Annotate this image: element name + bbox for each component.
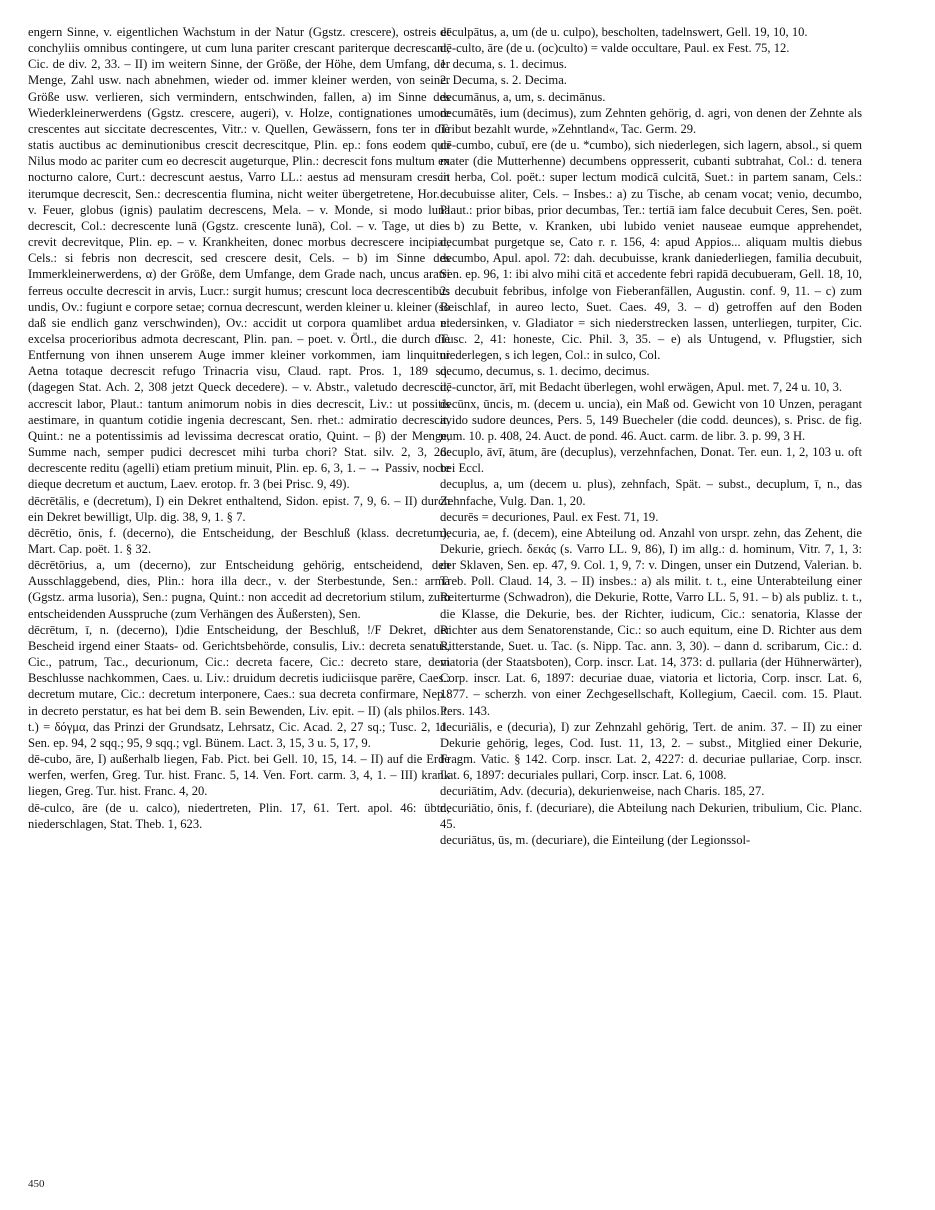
entry-decuplo: decuplo, āvī, ātum, āre (decuplus), verzehnfachen, Donat. Ter. eun. 1, 2, 103 u. oft bei Eccl. [440,445,862,476]
entry-decuma-2: 2. Decuma, s. 2. Decima. [440,73,567,88]
entry-decretalis: dēcrētālis, e (decretum), I) ein Dekret enthaltend, Sidon. epist. 7, 9, 6. – II) durch ein Dekret bewilligt, Ulp. dig. 38, 9, 1. § 7. [28,493,450,524]
entry-decubo: dē-cubo, āre, I) außerhalb liegen, Fab. Pict. bei Gell. 10, 15, 14. – II) auf die Erde werfen, werfen, Greg. Tur. hist. Franc. 5, 14. Ven. Fort. carm. 3, 4, 1. – III) krank liegen, Greg. Tur. hist. Franc. 4, 20. [28,752,450,799]
right-column [440,24,862,848]
entry-decunctor: dē-cunctor, ārī, mit Bedacht überlegen, wohl erwägen, Apul. met. 7, 24 u. 10, 3. [440,380,843,395]
entry-decumbo: dē-cumbo, cubuī, ere (de u. *cumbo), sich niederlegen, sich lagern, absol., si quem mater (die Mutterhenne) decumbens oppresserit, cubanti subtrahat, Col.: d. tenera in herba, Col. poët.: super lectum modicā culcitā, Suet.: in partem sanam, Cels.: decubuisse aliter, Cels. – Insbes.: a) zu Tische, ab cenam vocat; venio, decumbo, Plaut.: prior bibas, prior decumbas, Ter.: tertiā iam falce decubuit Ceres, Sen. poët. – b) zu Bette, v. Kranken, ubi lubido veniet nauseae eumque apprehendet, decumbat purgetque se, Cato r. r. 156, 4: apud Appios... aliquam multis diebus decumbo, Apul. apol. 72: dah. decubuisse, krank daniederliegen, familia decubuit, Sen. ep. 96, 1: ibi alvo mihi citā et accedente febri rapidā decubueram, Gell. 18, 10, 2: decubuit febribus, infolge von Fieberanfällen, Augustin. conf. 9, 11. – c) zum Beischlaf, in aureo lecto, Suet. Caes. 49, 3. – d) getroffen auf den Boden niedersinken, v. Gladiator = sich niederstrecken lassen, unterliegen, turpiter, Cic. Tusc. 2, 41: honeste, Cic. Phil. 3, 35. – e) als Untugend, v. Pflugstier, sich niederlegen, s ich legen, Col.: in sulco, Col. [440,138,862,363]
entry-decumo: decumo, decumus, s. 1. decimo, decimus. [440,364,650,379]
entry-decumates: decumātēs, ium (decimus), zum Zehnten gehörig, d. agri, von denen der Zehnte als Tribut bezahlt wurde, »Zehntland«, Tac. Germ. 29. [440,105,862,136]
entry-decuria: decuria, ae, f. (decem), eine Abteilung od. Anzahl von urspr. zehn, das Zehent, die Dekurie, griech. δεκάς (s. Varro LL. 9, 86), I) im allg.: d. hominum, Vitr. 7, 1, 3: der Sklaven, Sen. ep. 47, 9. Col. 1, 9, 7: v. Dingen, unser ein Dutzend, Valerian. b. Treb. Poll. Claud. 14, 3. – II) insbes.: a) als milit. t. t., eine Unterabteilung einer Reiterturme (Schwadron), die Dekurie, Rotte, Varro LL. 5, 91. – b) als publiz. t. t., die Klasse, die Dekurie, bes. der Richter, iudicum, Cic.: senatoria, Klasse der Richter aus dem Senatorenstande, Cic.: so auch equitum, eine D. Richter aus dem Ritterstande, Suet. u. Tac. (s. Nipp. Tac. ann. 3, 30). – dann d. scribarum, Cic.: d. viatoria (der Staatsboten), Corp. inscr. Lat. 14, 373: d. pullaria (der Hühnerwärter), Corp. inscr. Lat. 6, 1897: decuriae duae, viatoria et lictoria, Corp. inscr. Lat. 6, 1877. – scherzh. von einer Zechgesellschaft, Kollegium, Caecil. com. 15. Plaut. Pers. 143. [440,525,862,718]
entry-decuriatio: decuriātio, ōnis, f. (decuriare), die Abteilung nach Dekurien, tribulium, Cic. Planc. 45. [440,800,862,831]
entry-decuma-1: 1. decuma, s. 1. decimus. [440,57,567,72]
left-column [28,24,450,832]
entry-decretum: dēcrētum, ī, n. (decerno), I)die Entscheidung, der Beschluß, !/F Dekret, der Bescheid irgend einer Staats- od. Gerichtsbehörde, consulis, Liv.: decreta senatus, Cic., patrum, Tac., decurionum, Cic.: decreta facere, Cic.: decreto stare, dem Beschlusse nachkommen, Caes. u. Liv.: druidum decretis iudiciisque parēre, Caes.: decretum mutare, Cic.: decretum interponere, Caes.: sua decreta confirmare, Nep.: in decreto perstatur, es hat bei dem B. sein Bewenden, Liv. epit. – II) (als philos. t. t.) = δόγμα, das Prinzi der Grundsatz, Lehrsatz, Cic. Acad. 2, 27 sq.; Tusc. 2, 11. Sen. ep. 94, 2 sqq.; 95, 9 sqq.; vgl. Bünem. Lact. 3, 15, 3 u. 5, 17, 9. [28,622,450,750]
entry-decumanus: decumānus, a, um, s. decimānus. [440,89,606,104]
entry-decretio: dēcrētio, ōnis, f. (decerno), die Entscheidung, der Beschluß (klass. decretum), Mart. Cap. poët. 1. § 32. [28,525,450,556]
entry-decresco-continued: engern Sinne, v. eigentlichen Wachstum in der Natur (Ggstz. crescere), ostreis et conchyliis omnibus contingere, ut cum luna pariter crescant pariterque decrescant, Cic. de div. 2, 33. – II) im weitern Sinne, der Größe, der Höhe, dem Umfang, der Menge, Zahl usw. nach abnehmen, wieder od. immer kleiner werden, von seiner Größe usw. verlieren, sich vermindern, entschwinden, fallen, a) im Sinne des Wiederkleinerwerdens (Ggstz. crescere, augeri), v. Holze, contignationes umore crescentes aut siccitate decrescentes, Vitr.: v. Quellen, Gewässern, fons ter in die statis auctibus ac deminutionibus crescit decrescitque, Plin. ep.: fons eodem quo Nilus modo ac pariter cum eo decrescit augeturque, Plin.: decrescit fons multum ex nocturno calore, Curt.: decrescunt aestus, Varro LL.: aestus ad mensuram crescit iterumque decrescit, Sen.: decrescentia flumina, nicht weiter übergetretene, Hor. – v. Feuer, globus (ignis) paulatim decrescens, Mela. – v. Monde, si modo luna decrescit, Col.: decrescente lunā (Ggstz. crescente lunā), Col. – v. Tage, ut dies crevit decrevitque, Plin. ep. – v. Krankheiten, donec morbus decrescere incipiat, Cels.: si febris non decrescit, sed crescere desit, Cels. – b) im Sinne des Immerkleinerwerdens, α) der Größe, dem Umfange, dem Grade nach, uncus aratri ferreus occulte decrescit in arvis, Lucr.: surgit humus; crescunt loca decrescentibus undis, Ov.: fugiunt e corpore setae; cornua decrescunt, werden kleiner u. kleiner (so daß sie endlich ganz verschwinden), Ov.: accidit ut corpora quamlibet ardua et excelsa procerioribus admota decrescant, Plin. pan. – poet. v. Örtl., die durch die Entfernung von ihnen unserem Auge immer kleiner vorkommen, iam linquitur Aetna totaque decrescit refugo Trinacria visu, Claud. rapt. Pros. 1, 189 sq. (dagegen Stat. Ach. 2, 308 jetzt Queck decedere). – v. Abstr., valetudo decrescit, accrescit labor, Plaut.: tantum animorum nobis in dies decrescit, Liv.: ut possitis aestimare, in quantum cotidie ingenia decrescant, Sen. rhet.: admiratio decrescit, Quint.: ne a potentissimis ad levissima decrescat oratio, Quint. – β) der Menge, Summe nach, semper pudici decrescet mihi turba chori? Stat. silv. 2, 3, 26: decrescente reditu (agelli) etiam pretium minuit, Plin. ep. 6, 3, 1. – → Passiv, nocte dieque decretum et auctum, Laev. erotop. fr. 3 (bei Prisc. 9, 49). [28,25,450,492]
entry-decuriatim: decuriātim, Adv. (decuria), dekurienweise, nach Charis. 185, 27. [440,784,765,799]
page-number: 450 [28,1178,45,1190]
entry-deculto: dē-culto, āre (de u. (oc)culto) = valde occultare, Paul. ex Fest. 75, 12. [440,41,790,56]
entry-decunx: decūnx, ūncis, m. (decem u. uncia), ein Maß od. Gewicht von 10 Unzen, peragant avido sudore deunces, Pers. 5, 149 Buecheler (die codd. deunces), s. Prisc. de fig. num. 10. p. 408, 24. Auct. de pond. 46. Auct. carm. de libr. 3. p. 99, 3 H. [440,396,862,443]
entry-decuplus: decuplus, a, um (decem u. plus), zehnfach, Spät. – subst., decuplum, ī, n., das Zehnfache, Vulg. Dan. 1, 20. [440,477,862,508]
entry-decuriatus: decuriātus, ūs, m. (decuriare), die Einteilung (der Legionssol- [440,832,751,847]
entry-decurialis: decuriālis, e (decuria), I) zur Zehnzahl gehörig, Tert. de anim. 37. – II) zu einer Dekurie gehörig, leges, Cod. Iust. 11, 13, 2. – subst., Mitglied einer Dekurie, Fragm. Vatic. § 142. Corp. inscr. Lat. 2, 4227: d. decuriae pullariae, Corp. inscr. Lat. 6, 1897: decuriales pullari, Corp. inscr. Lat. 6, 1008. [440,719,862,783]
entry-decretorius: dēcrētōrius, a, um (decerno), zur Entscheidung gehörig, entscheidend, den Ausschlaggebend, dies, Plin.: hora illa decr., v. der Sterbestunde, Sen.: arma (Ggstz. arma lusoria), Sen.: pugna, Quint.: non accedit ad decretorium stilum, zum entscheidenden Ausspruche (zum Verhängen des Äußersten), Sen. [28,558,450,621]
entry-deculpatus: dēculpātus, a, um (de u. culpo), bescholten, tadelnswert, Gell. 19, 10, 10. [440,25,808,39]
entry-deculco: dē-culco, āre (de u. calco), niedertreten, Plin. 17, 61. Tert. apol. 46: übtr., niederschlagen, Stat. Theb. 1, 623. [28,800,450,831]
entry-decures: decurēs = decuriones, Paul. ex Fest. 71, 19. [440,509,659,524]
